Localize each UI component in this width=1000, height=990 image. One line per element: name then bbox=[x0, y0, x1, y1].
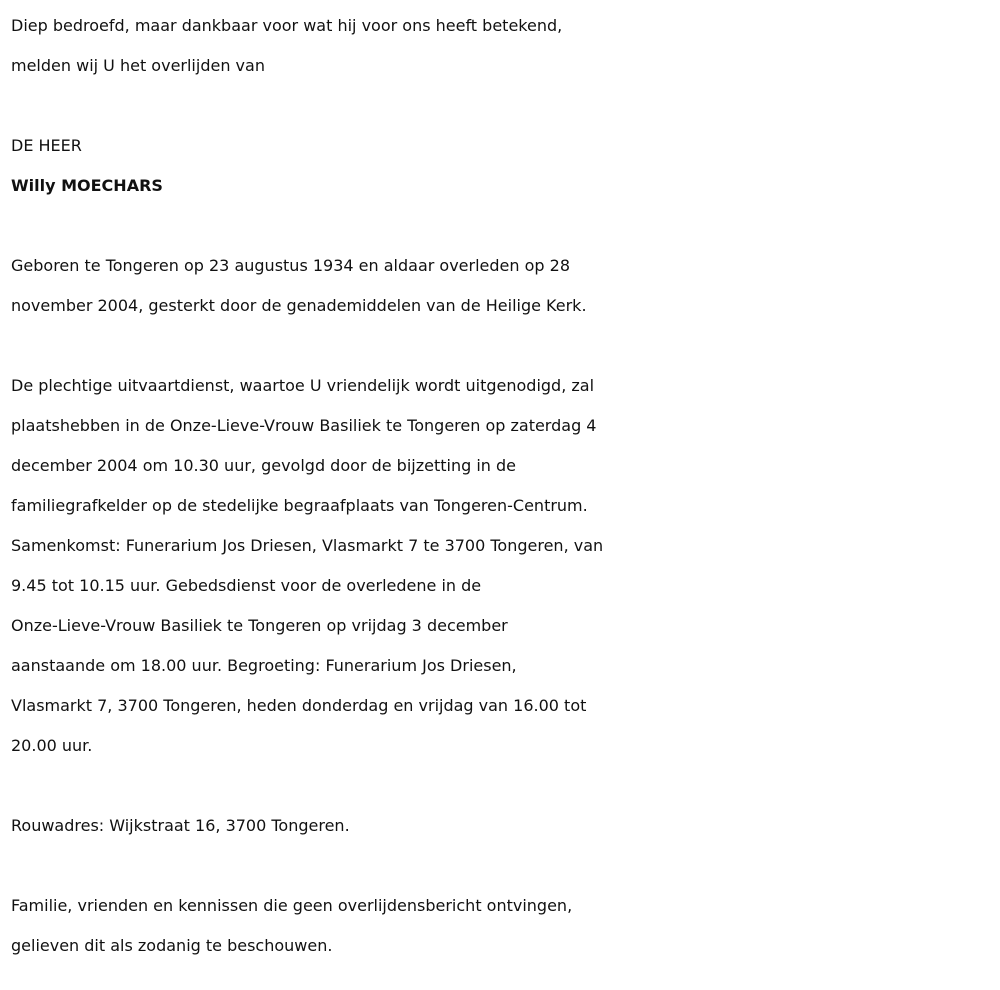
service-line: december 2004 om 10.30 uur, gevolgd door de bijzetting in de bbox=[11, 456, 516, 475]
spacer bbox=[11, 766, 996, 806]
spacer bbox=[11, 326, 996, 366]
service-line: 20.00 uur. bbox=[11, 736, 93, 755]
service-line: Onze-Lieve-Vrouw Basiliek te Tongeren op vrijdag 3 december bbox=[11, 616, 508, 635]
spacer bbox=[11, 846, 996, 886]
service-paragraph bbox=[11, 366, 996, 766]
spacer bbox=[11, 86, 996, 126]
closing-paragraph bbox=[11, 886, 996, 966]
service-line: Vlasmarkt 7, 3700 Tongeren, heden donderdag en vrijdag van 16.00 tot bbox=[11, 696, 587, 715]
service-line: plaatshebben in de Onze-Lieve-Vrouw Basiliek te Tongeren op zaterdag 4 bbox=[11, 416, 597, 435]
closing-line: Familie, vrienden en kennissen die geen overlijdensbericht ontvingen, bbox=[11, 896, 573, 915]
mourning-address: Rouwadres: Wijkstraat 16, 3700 Tongeren. bbox=[11, 816, 350, 835]
obituary-notice bbox=[11, 6, 996, 966]
service-line: aanstaande om 18.00 uur. Begroeting: Funerarium Jos Driesen, bbox=[11, 656, 517, 675]
birth-line: Geboren te Tongeren op 23 augustus 1934 en aldaar overleden op 28 bbox=[11, 256, 570, 275]
birth-paragraph bbox=[11, 246, 996, 326]
spacer bbox=[11, 206, 996, 246]
intro-line: melden wij U het overlijden van bbox=[11, 56, 265, 75]
intro-line: Diep bedroefd, maar dankbaar voor wat hij voor ons heeft betekend, bbox=[11, 16, 563, 35]
closing-line: gelieven dit als zodanig te beschouwen. bbox=[11, 936, 333, 955]
intro-paragraph bbox=[11, 6, 996, 86]
deceased-name: Willy MOECHARS bbox=[11, 176, 163, 195]
service-line: familiegrafkelder op de stedelijke begraafplaats van Tongeren-Centrum. bbox=[11, 496, 588, 515]
service-line: 9.45 tot 10.15 uur. Gebedsdienst voor de overledene in de bbox=[11, 576, 482, 595]
title-prefix: DE HEER bbox=[11, 136, 82, 155]
service-line: Samenkomst: Funerarium Jos Driesen, Vlasmarkt 7 te 3700 Tongeren, van bbox=[11, 536, 604, 555]
birth-line: november 2004, gesterkt door de genademiddelen van de Heilige Kerk. bbox=[11, 296, 587, 315]
service-line: De plechtige uitvaartdienst, waartoe U vriendelijk wordt uitgenodigd, zal bbox=[11, 376, 595, 395]
